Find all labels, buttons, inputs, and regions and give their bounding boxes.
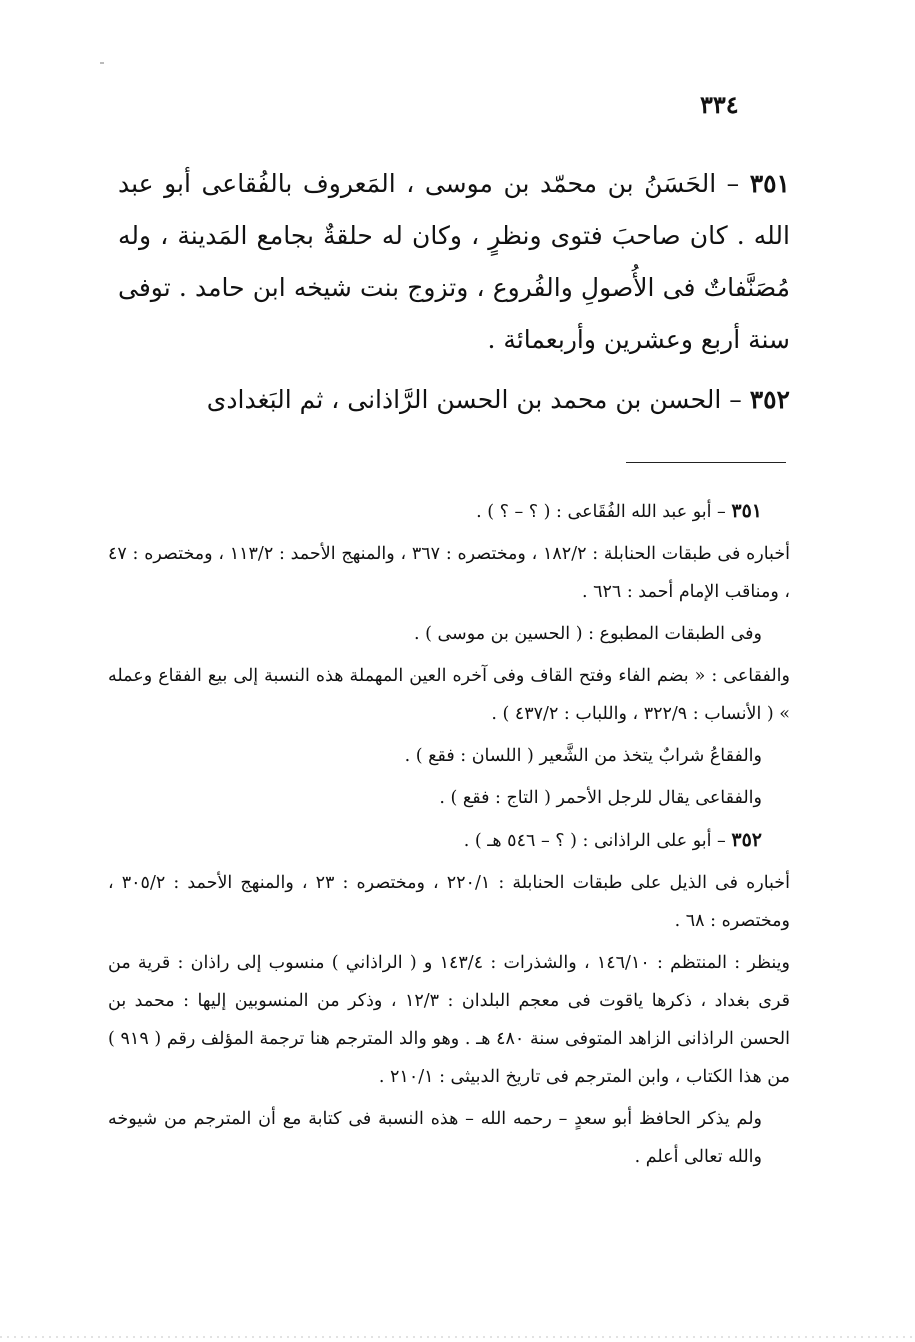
footnote-separator [626, 462, 786, 463]
entry-number: ٣٥١ [749, 169, 790, 198]
scan-edge-noise [0, 1336, 915, 1338]
footnotes [108, 492, 790, 1180]
entry-body: – الحَسَنُ بن محمّد بن موسى ، المَعروف بالفُقاعى أبو عبد الله . كان صاحبَ فتوى ونظرٍ ، وكان له حلقةٌ بجامع المَدينة ، وله مُصَنَّفاتٌ فى الأُصولِ والفُروع ، وتزوج بنت شيخه ابن حامد . توفى سنة أربع وعشرين وأربعمائة . [118, 169, 790, 354]
footnote-text: – أبو عبد الله الفُقَاعى : ( ؟ – ؟ ) . [476, 502, 732, 522]
entry-352 [118, 374, 790, 426]
footnote-heading-351 [108, 492, 790, 531]
footnote-paragraph: أخباره فى طبقات الحنابلة : ١٨٢/٢ ، ومختصره : ٣٦٧ ، والمنهج الأحمد : ١١٣/٢ ، ومختصره : ٤٧ ، ومناقب الإمام أحمد : ٦٢٦ . [108, 544, 790, 602]
entry-number: ٣٥٢ [749, 385, 790, 414]
main-text [118, 158, 790, 434]
footnote-number: ٣٥٢ [731, 829, 762, 851]
footnote-number: ٣٥١ [731, 500, 762, 522]
footnote-paragraph: والفقاعُ شرابٌ يتخذ من الشَّعير ( اللسان : فقع ) . [404, 746, 762, 766]
page-number: ٣٣٤ [700, 90, 739, 119]
footnote-paragraph: أخباره فى الذيل على طبقات الحنابلة : ٢٢٠/١ ، ومختصره : ٢٣ ، والمنهج الأحمد : ٣٠٥/٢ ، ومختصره : ٦٨ . [108, 873, 790, 931]
footnote-paragraph: والفقاعى : « بضم الفاء وفتح القاف وفى آخره العين المهملة هذه النسبة إلى بيع الفقاع وعمله » ( الأنساب : ٣٢٢/٩ ، واللباب : ٤٣٧/٢ ) . [108, 666, 790, 724]
footnote-heading-352 [108, 821, 790, 860]
entry-body: – الحسن بن محمد بن الحسن الرَّاذانى ، ثم البَغدادى [206, 385, 750, 414]
footnote-paragraph: وفى الطبقات المطبوع : ( الحسين بن موسى ) . [413, 624, 762, 644]
footnote-paragraph: والفقاعى يقال للرجل الأحمر ( التاج : فقع ) . [439, 788, 762, 808]
footnote-paragraph: وينظر : المنتظم : ١٤٦/١٠ ، والشذرات : ١٤٣/٤ و ( الراذاني ) منسوب إلى راذان : قرية من قرى بغداد ، ذكرها ياقوت فى معجم البلدان : ١٢/٣ ، وذكر من المنسوبين إليها : محمد بن الحسن الراذانى الزاهد المتوفى سنة ٤٨٠ هـ . وهو والد المترجم هنا ترجمة المؤلف رقم ( ٩١٩ ) من هذا الكتاب ، وابن المترجم فى تاريخ الدبيثى : ٢١٠/١ . [108, 953, 790, 1087]
entry-351 [118, 158, 790, 366]
footnote-paragraph: ولم يذكر الحافظ أبو سعدٍ – رحمه الله – هذه النسبة فى كتابة مع أن المترجم من شيوخه والله تعالى أعلم . [108, 1109, 762, 1167]
scan-speck [100, 62, 104, 64]
footnote-text: – أبو على الراذانى : ( ؟ – ٥٤٦ هـ ) . [463, 831, 732, 851]
